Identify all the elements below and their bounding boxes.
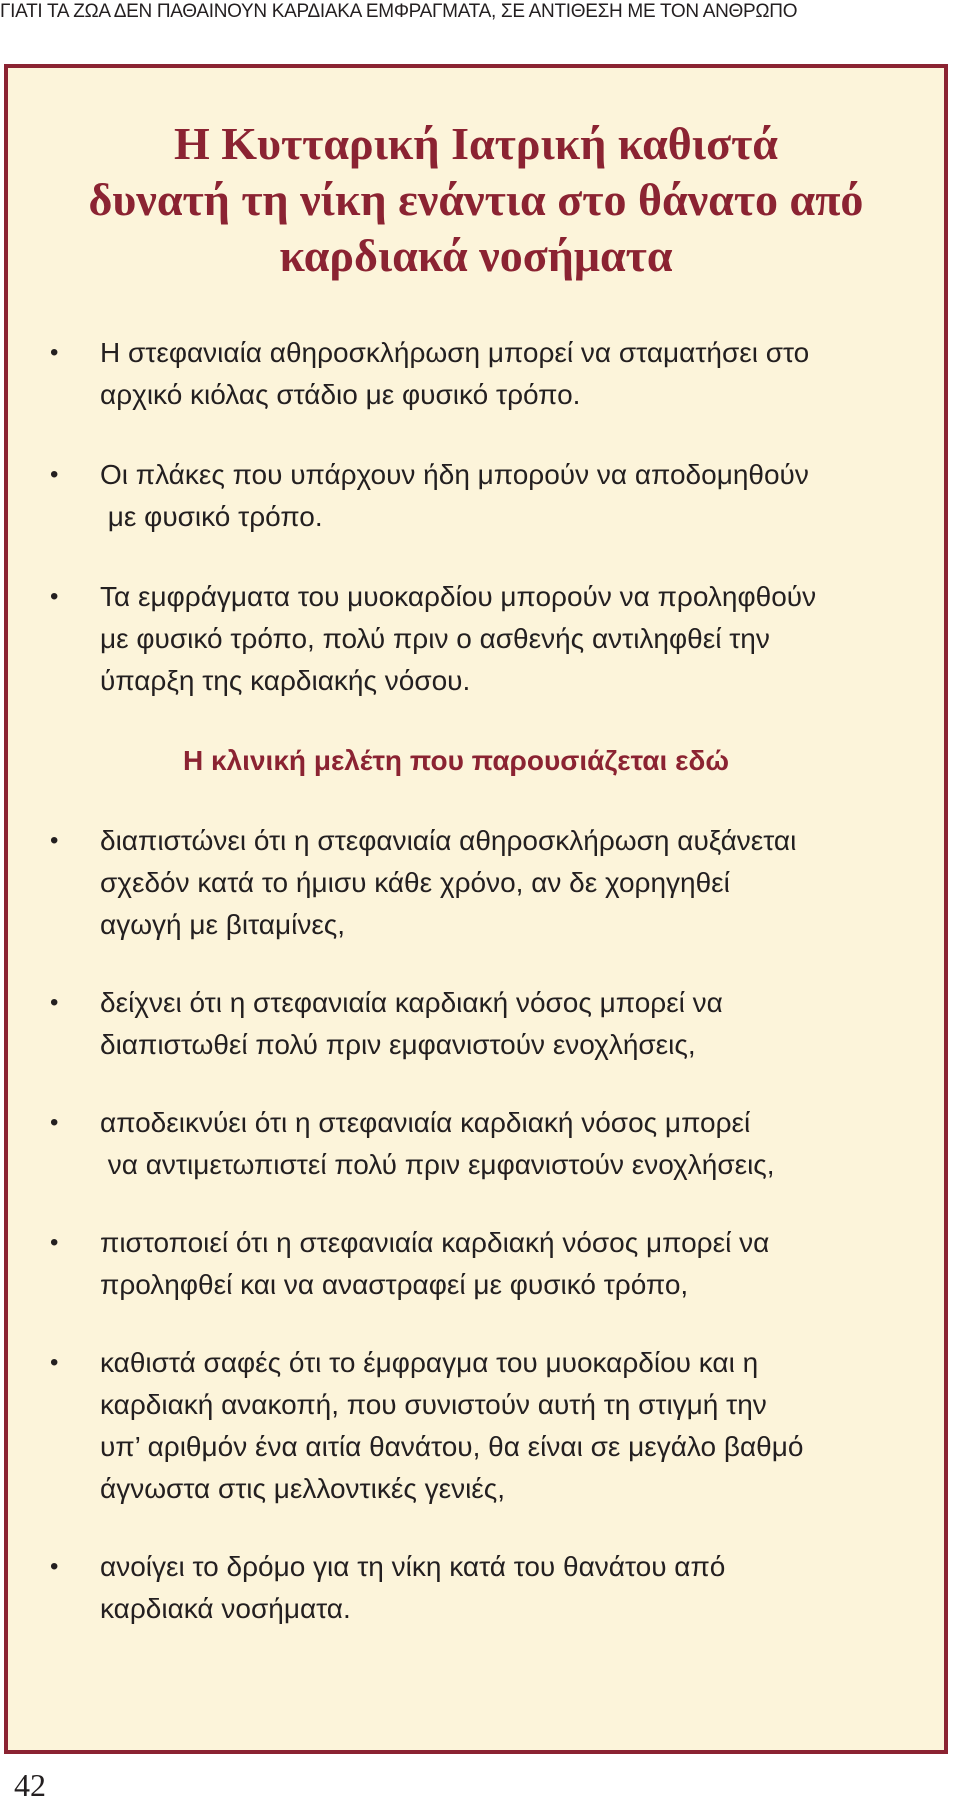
running-header: ΓΙΑΤΙ ΤΑ ΖΩΑ ΔΕΝ ΠΑΘΑΙΝΟΥΝ ΚΑΡΔΙΑΚΑ ΕΜΦΡΑΓΜΑΤΑ, ΣΕ ΑΝΤΙΘΕΣΗ ΜΕ ΤΟΝ ΑΝΘΡΩΠΟ [0, 1, 798, 22]
list-item-line: αγωγή με βιταμίνες, [100, 909, 346, 940]
list-item-line: διαπιστώνει ότι η στεφανιαία αθηροσκλήρωση αυξάνεται [100, 825, 797, 856]
list-item-line: αρχικό κιόλας στάδιο με φυσικό τρόπο. [100, 379, 581, 410]
list-item [8, 982, 944, 1066]
list-item [8, 1342, 944, 1510]
bullet-icon: • [50, 827, 59, 854]
list-item-line: σχεδόν κατά το ήμισυ κάθε χρόνο, αν δε χορηγηθεί [100, 867, 730, 898]
list-item-line: διαπιστωθεί πολύ πριν εμφανιστούν ενοχλήσεις, [100, 1029, 696, 1060]
list-item-line: αποδεικνύει ότι η στεφανιαία καρδιακή νόσος μπορεί [100, 1107, 751, 1138]
title-line: καρδιακά νοσήματα [279, 230, 673, 281]
list-item [8, 1222, 944, 1306]
list-item-line: προληφθεί και να αναστραφεί με φυσικό τρόπο, [100, 1269, 689, 1300]
list-item-line: Η στεφανιαία αθηροσκλήρωση μπορεί να σταματήσει στο [100, 337, 810, 368]
list-item-line: με φυσικό τρόπο. [100, 501, 323, 532]
title-line: Η Κυτταρική Ιατρική καθιστά [174, 118, 778, 169]
page-title [8, 116, 944, 284]
bullet-icon: • [50, 1109, 59, 1136]
list-item-line: με φυσικό τρόπο, πολύ πριν ο ασθενής αντιληφθεί την [100, 623, 770, 654]
list-item-line: υπ’ αριθμόν ένα αιτία θανάτου, θα είναι σε μεγάλο βαθμό [100, 1431, 804, 1462]
list-item-line: άγνωστα στις μελλοντικές γενιές, [100, 1473, 506, 1504]
list-item-line: καρδιακά νοσήματα. [100, 1593, 351, 1624]
list-item-line: καθιστά σαφές ότι το έμφραγμα του μυοκαρδίου και η [100, 1347, 759, 1378]
page-number: 42 [14, 1767, 46, 1803]
list-item-line: να αντιμετωπιστεί πολύ πριν εμφανιστούν ενοχλήσεις, [100, 1149, 775, 1180]
list-item-line: δείχνει ότι η στεφανιαία καρδιακή νόσος μπορεί να [100, 987, 723, 1018]
bullet-icon: • [50, 989, 59, 1016]
list-item [8, 576, 944, 702]
list-item [8, 820, 944, 946]
list-item [8, 454, 944, 538]
bullet-icon: • [50, 583, 59, 610]
list-item-line: Οι πλάκες που υπάρχουν ήδη μπορούν να αποδομηθούν [100, 459, 809, 490]
title-line: δυνατή τη νίκη ενάντια στο θάνατο από [88, 174, 864, 225]
list-item [8, 1102, 944, 1186]
list-item-line: ύπαρξη της καρδιακής νόσου. [100, 665, 471, 696]
bullet-icon: • [50, 1553, 59, 1580]
bullet-icon: • [50, 1349, 59, 1376]
list-item [8, 1546, 944, 1630]
list-item-line: Τα εμφράγματα του μυοκαρδίου μπορούν να προληφθούν [100, 581, 817, 612]
list-item [8, 332, 944, 416]
bullet-icon: • [50, 1229, 59, 1256]
list-item-line: ανοίγει το δρόμο για τη νίκη κατά του θανάτου από [100, 1551, 726, 1582]
study-heading: Η κλινική μελέτη που παρουσιάζεται εδώ [183, 745, 729, 776]
body-text [8, 332, 944, 1630]
content-panel [4, 64, 948, 1754]
bullet-icon: • [50, 339, 59, 366]
list-item-line: καρδιακή ανακοπή, που συνιστούν αυτή τη στιγμή την [100, 1389, 767, 1420]
list-item-line: πιστοποιεί ότι η στεφανιαία καρδιακή νόσος μπορεί να [100, 1227, 770, 1258]
bullet-icon: • [50, 461, 59, 488]
